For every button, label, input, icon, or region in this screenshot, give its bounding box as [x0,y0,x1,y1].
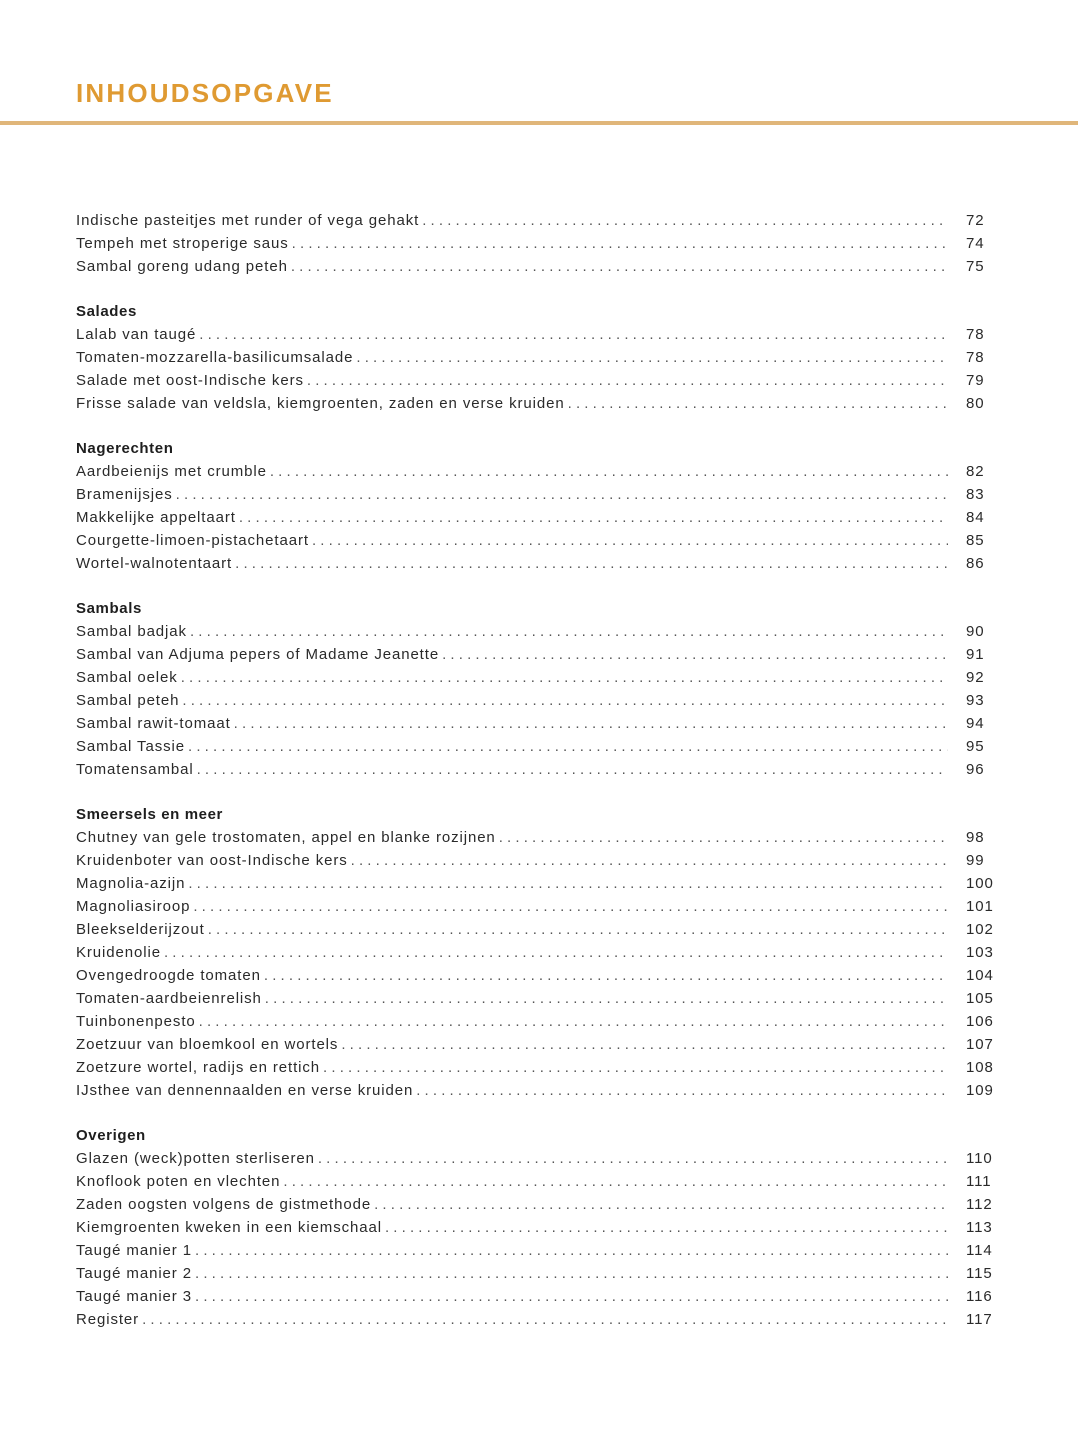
dot-leader [182,689,948,712]
page-title: INHOUDSOPGAVE [76,78,334,108]
entry-page-number: 101 [966,898,994,915]
entry-page-number: 105 [966,990,994,1007]
dot-leader [197,758,948,781]
toc-section [76,1124,998,1331]
entry-title: Zaden oogsten volgens de gistmethode [76,1196,372,1213]
dot-leader [195,1262,948,1285]
toc-entry[interactable] [76,1262,998,1285]
entry-page-number: 83 [966,486,985,503]
dot-leader [270,460,948,483]
table-of-contents [76,209,998,1353]
entry-title: Aardbeienijs met crumble [76,463,267,480]
dot-leader [235,552,948,575]
dot-leader [356,346,948,369]
toc-entry[interactable] [76,941,998,964]
entry-title: Wortel-walnotentaart [76,555,233,572]
toc-section [76,803,998,1102]
dot-leader [164,941,948,964]
dot-leader [142,1308,948,1331]
entry-page-number: 112 [966,1196,993,1213]
toc-entry[interactable] [76,1010,998,1033]
toc-entry[interactable] [76,1239,998,1262]
dot-leader [188,735,948,758]
dot-leader [323,1056,948,1079]
entry-page-number: 107 [966,1036,994,1053]
entry-page-number: 96 [966,761,985,778]
entry-title: Bramenijsjes [76,486,173,503]
toc-entry[interactable] [76,1216,998,1239]
toc-entry[interactable] [76,1308,998,1331]
toc-entry[interactable] [76,758,998,781]
dot-leader [195,1285,948,1308]
entry-page-number: 75 [966,258,985,275]
toc-entry[interactable] [76,1056,998,1079]
entry-page-number: 100 [966,875,994,892]
dot-leader [291,255,948,278]
toc-entry[interactable] [76,483,998,506]
entry-title: Taugé manier 2 [76,1265,192,1282]
entry-page-number: 109 [966,1082,994,1099]
entry-title: Sambal van Adjuma pepers of Madame Jeanette [76,646,440,663]
dot-leader [265,987,948,1010]
entry-title: Ovengedroogde tomaten [76,967,261,984]
dot-leader [568,392,948,415]
dot-leader [199,1010,948,1033]
dot-leader [283,1170,948,1193]
toc-section [76,437,998,575]
entry-title: Taugé manier 1 [76,1242,192,1259]
dot-leader [416,1079,948,1102]
toc-entry[interactable] [76,1193,998,1216]
dot-leader [234,712,948,735]
toc-entry[interactable] [76,987,998,1010]
dot-leader [351,849,948,872]
toc-entry[interactable] [76,689,998,712]
toc-entry[interactable] [76,552,998,575]
toc-section [76,300,998,415]
toc-entry[interactable] [76,872,998,895]
entry-page-number: 102 [966,921,994,938]
section-heading: Overigen [76,1127,146,1144]
toc-entry[interactable] [76,232,998,255]
entry-page-number: 84 [966,509,985,526]
entry-title: Courgette-limoen-pistachetaart [76,532,309,549]
toc-entry[interactable] [76,1285,998,1308]
dot-leader [188,872,948,895]
entry-page-number: 108 [966,1059,994,1076]
entry-title: Knoflook poten en vlechten [76,1173,281,1190]
entry-page-number: 74 [966,235,985,252]
entry-page-number: 85 [966,532,985,549]
entry-page-number: 103 [966,944,994,961]
dot-leader [176,483,948,506]
entry-title: Sambal Tassie [76,738,185,755]
entry-title: Bleekselderijzout [76,921,205,938]
entry-page-number: 104 [966,967,994,984]
dot-leader [193,895,948,918]
toc-entry[interactable] [76,1147,998,1170]
section-heading: Sambals [76,600,142,617]
section-heading: Nagerechten [76,440,174,457]
toc-entry[interactable] [76,346,998,369]
entry-page-number: 99 [966,852,985,869]
entry-title: Taugé manier 3 [76,1288,192,1305]
title-divider [0,121,1078,125]
section-heading: Salades [76,303,137,320]
entry-title: Glazen (weck)potten sterliseren [76,1150,315,1167]
dot-leader [190,620,948,643]
toc-entry[interactable] [76,1033,998,1056]
entry-page-number: 91 [966,646,985,663]
toc-entry[interactable] [76,323,998,346]
entry-page-number: 86 [966,555,985,572]
dot-leader [312,529,948,552]
dot-leader [199,323,948,346]
entry-title: Sambal goreng udang peteh [76,258,288,275]
entry-page-number: 114 [966,1242,993,1259]
entry-page-number: 78 [966,326,985,343]
entry-title: Tomaten-aardbeienrelish [76,990,262,1007]
entry-title: Zoetzure wortel, radijs en rettich [76,1059,321,1076]
entry-title: Chutney van gele trostomaten, appel en blanke rozijnen [76,829,496,846]
entry-title: Tempeh met stroperige saus [76,235,289,252]
entry-page-number: 92 [966,669,985,686]
dot-leader [422,209,948,232]
entry-page-number: 80 [966,395,985,412]
toc-entry[interactable] [76,460,998,483]
toc-entry[interactable] [76,964,998,987]
toc-section [76,597,998,781]
entry-title: Magnolia-azijn [76,875,186,892]
entry-title: Kiemgroenten kweken in een kiemschaal [76,1219,382,1236]
entry-page-number: 117 [966,1311,993,1328]
entry-title: Kruidenolie [76,944,161,961]
toc-entry[interactable] [76,849,998,872]
entry-title: Sambal badjak [76,623,187,640]
entry-page-number: 113 [966,1219,993,1236]
entry-page-number: 72 [966,212,985,229]
entry-page-number: 110 [966,1150,993,1167]
dot-leader [499,826,948,849]
entry-page-number: 95 [966,738,985,755]
entry-page-number: 78 [966,349,985,366]
dot-leader [442,643,948,666]
entry-title: Tomaten-mozzarella-basilicumsalade [76,349,354,366]
entry-title: Kruidenboter van oost-Indische kers [76,852,348,869]
entry-page-number: 82 [966,463,985,480]
entry-page-number: 111 [966,1173,992,1190]
dot-leader [374,1193,948,1216]
entry-page-number: 79 [966,372,985,389]
entry-title: Makkelijke appeltaart [76,509,236,526]
toc-entry[interactable] [76,392,998,415]
toc-entry[interactable] [76,666,998,689]
entry-title: Register [76,1311,140,1328]
toc-section [76,209,998,278]
section-heading: Smeersels en meer [76,806,223,823]
entry-title: Tuinbonenpesto [76,1013,196,1030]
toc-entry[interactable] [76,1079,998,1102]
toc-entry[interactable] [76,712,998,735]
dot-leader [385,1216,948,1239]
entry-page-number: 116 [966,1288,993,1305]
entry-title: Frisse salade van veldsla, kiemgroenten, zaden en verse kruiden [76,395,565,412]
toc-entry[interactable] [76,506,998,529]
toc-entry[interactable] [76,895,998,918]
entry-title: Zoetzuur van bloemkool en wortels [76,1036,339,1053]
entry-title: Sambal rawit-tomaat [76,715,231,732]
toc-entry[interactable] [76,209,998,232]
entry-title: Indische pasteitjes met runder of vega gehakt [76,212,420,229]
entry-title: Sambal peteh [76,692,180,709]
entry-page-number: 115 [966,1265,993,1282]
dot-leader [239,506,948,529]
dot-leader [264,964,948,987]
entry-title: Lalab van taugé [76,326,197,343]
dot-leader [195,1239,948,1262]
dot-leader [307,369,948,392]
dot-leader [181,666,948,689]
entry-page-number: 106 [966,1013,994,1030]
entry-title: Salade met oost-Indische kers [76,372,304,389]
entry-title: Sambal oelek [76,669,178,686]
toc-entry[interactable] [76,643,998,666]
toc-entry[interactable] [76,735,998,758]
entry-title: Magnoliasiroop [76,898,191,915]
toc-entry[interactable] [76,255,998,278]
dot-leader [208,918,948,941]
toc-entry[interactable] [76,826,998,849]
entry-page-number: 93 [966,692,985,709]
dot-leader [318,1147,948,1170]
dot-leader [292,232,948,255]
toc-entry[interactable] [76,918,998,941]
toc-entry[interactable] [76,620,998,643]
entry-page-number: 90 [966,623,985,640]
entry-title: Tomatensambal [76,761,194,778]
entry-page-number: 94 [966,715,985,732]
entry-page-number: 98 [966,829,985,846]
entry-title: IJsthee van dennennaalden en verse kruiden [76,1082,414,1099]
toc-entry[interactable] [76,529,998,552]
toc-entry[interactable] [76,1170,998,1193]
dot-leader [341,1033,948,1056]
toc-entry[interactable] [76,369,998,392]
